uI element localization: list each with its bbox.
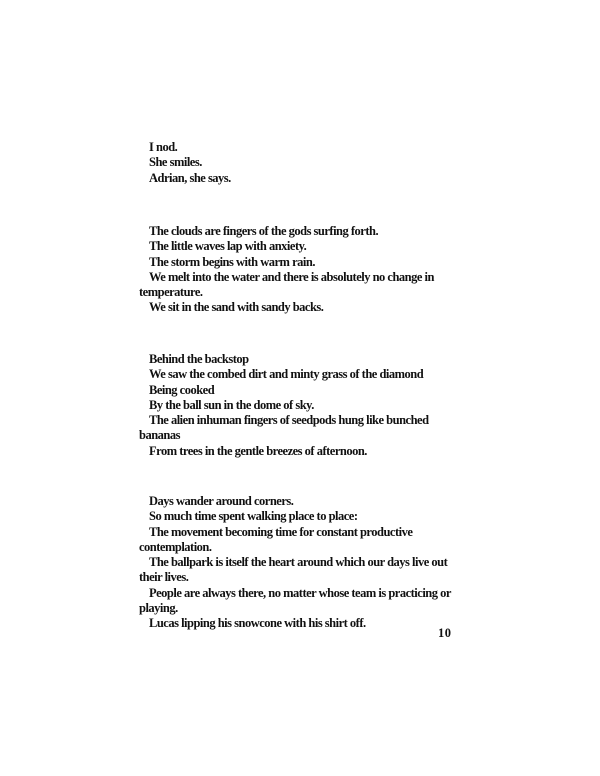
poem-line: So much time spent walking place to place: [149,509,358,524]
poem-line: I nod. [149,140,178,154]
poem-line: Days wander around corners. [149,494,294,508]
poem-line: By the ball sun in the dome of sky. [149,397,314,412]
stanza-1 [139,140,469,186]
poem-line: She smiles. [149,155,202,170]
poem-line: The ballpark is itself the heart around which our days live out their lives. [139,555,448,585]
poem-line: We saw the combed dirt and minty grass of the diamond [149,367,424,382]
poem-line: We melt into the water and there is absolutely no change in temperature. [139,269,434,300]
stanza-3 [139,352,469,459]
poem-line: Adrian, she says. [149,170,231,185]
poem-line: The alien inhuman fingers of seedpods hung like bunched bananas [139,413,429,443]
poem-line: The storm begins with warm rain. [149,254,315,269]
poem-line: People are always there, no matter whose team is practicing or playing. [139,585,451,616]
stanza-2 [139,224,469,316]
poem-line: The movement becoming time for constant productive contemplation. [139,524,413,554]
poem-line: The little waves lap with anxiety. [149,239,307,254]
poem-line: Behind the backstop [149,352,249,366]
poem-line: From trees in the gentle breezes of afternoon. [149,443,367,458]
poem-line: We sit in the sand with sandy backs. [149,300,324,315]
poem-line: The clouds are fingers of the gods surfing forth. [149,224,379,238]
poem-line: Being cooked [149,382,215,397]
stanza-4 [139,494,469,632]
poem-line: Lucas lipping his snowcone with his shirt off. [149,616,366,631]
page-number: 10 [438,626,452,640]
